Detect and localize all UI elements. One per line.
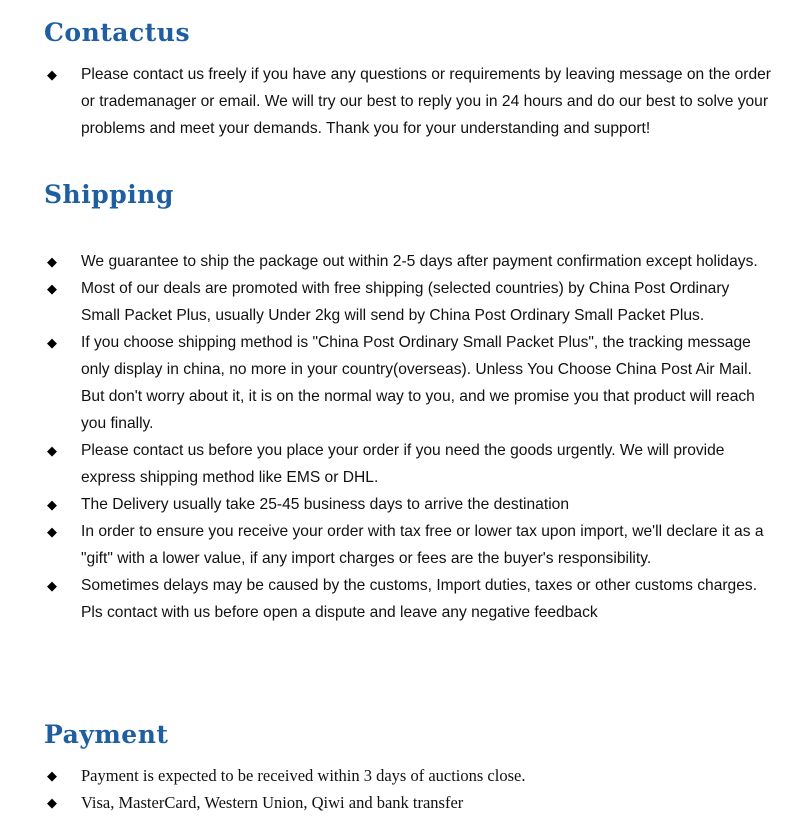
list-item bbox=[0, 789, 811, 816]
list-item bbox=[0, 275, 811, 329]
diamond-bullet-icon: ◆ bbox=[47, 524, 57, 539]
shipping-heading: Shipping bbox=[44, 180, 174, 209]
list-item bbox=[0, 61, 811, 142]
list-item bbox=[0, 437, 811, 491]
contact-item-text: Please contact us freely if you have any questions or requirements by leaving message on the order or trademanager or email. We will try our best to reply you in 24 hours and do our best to solve your problems and meet your demands. Thank you for your understanding and support! bbox=[81, 66, 771, 137]
diamond-bullet-icon: ◆ bbox=[47, 254, 57, 269]
diamond-bullet-icon: ◆ bbox=[47, 768, 57, 783]
diamond-bullet-icon: ◆ bbox=[47, 335, 57, 350]
list-item bbox=[0, 491, 811, 518]
list-item bbox=[0, 329, 811, 437]
shipping-item-text: The Delivery usually take 25-45 business days to arrive the destination bbox=[81, 496, 569, 513]
diamond-bullet-icon: ◆ bbox=[47, 795, 57, 810]
payment-item-text: Payment is expected to be received within 3 days of auctions close. bbox=[81, 766, 526, 785]
payment-heading: Payment bbox=[44, 720, 169, 749]
diamond-bullet-icon: ◆ bbox=[47, 281, 57, 296]
shipping-item-text: If you choose shipping method is "China Post Ordinary Small Packet Plus", the tracking message only display in china, no more in your country(overseas). Unless You Choose China Post Air Mail. But don't worry about it, it is on the normal way to you, and we promise you that product will reach you finally. bbox=[81, 334, 755, 432]
shipping-item-text: Please contact us before you place your order if you need the goods urgently. We will provide express shipping method like EMS or DHL. bbox=[81, 442, 725, 486]
diamond-bullet-icon: ◆ bbox=[47, 578, 57, 593]
diamond-bullet-icon: ◆ bbox=[47, 497, 57, 512]
diamond-bullet-icon: ◆ bbox=[47, 443, 57, 458]
shipping-item-text: We guarantee to ship the package out within 2-5 days after payment confirmation except holidays. bbox=[81, 253, 758, 270]
list-item bbox=[0, 248, 811, 275]
payment-item-text: Visa, MasterCard, Western Union, Qiwi and bank transfer bbox=[81, 793, 464, 812]
shipping-item-text: In order to ensure you receive your order with tax free or lower tax upon import, we'll declare it as a "gift" with a lower value, if any import charges or fees are the buyer's responsibility. bbox=[81, 523, 764, 567]
shipping-item-text: Sometimes delays may be caused by the customs, Import duties, taxes or other customs charges. Pls contact with us before open a dispute and leave any negative feedback bbox=[81, 577, 758, 621]
contact-heading: Contactus bbox=[44, 18, 191, 47]
shipping-item-text: Most of our deals are promoted with free shipping (selected countries) by China Post Ordinary Small Packet Plus, usually Under 2kg will send by China Post Ordinary Small Packet Plus. bbox=[81, 280, 730, 324]
contact-list bbox=[0, 61, 811, 142]
diamond-bullet-icon: ◆ bbox=[47, 67, 57, 82]
list-item bbox=[0, 762, 811, 789]
payment-list bbox=[0, 762, 811, 816]
list-item bbox=[0, 572, 811, 626]
shipping-list bbox=[0, 248, 811, 626]
list-item bbox=[0, 518, 811, 572]
